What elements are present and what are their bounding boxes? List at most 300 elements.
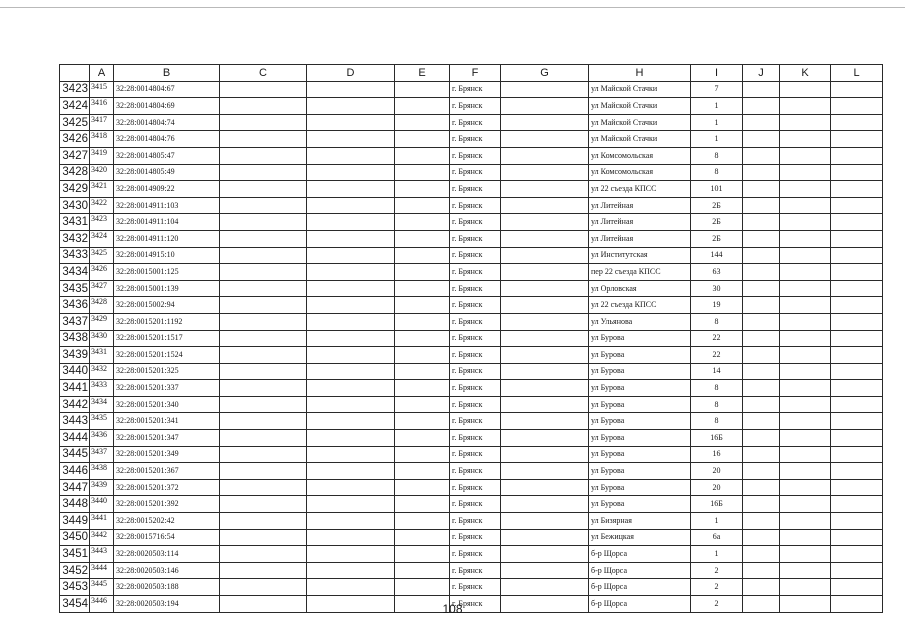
cell-k (780, 446, 831, 463)
cell-g (501, 164, 589, 181)
cell-i: 16Б (691, 496, 743, 513)
cell-a: 3444 (90, 562, 114, 579)
cell-e (395, 513, 450, 530)
table-row (60, 280, 883, 297)
cell-h: ул Бурова (589, 347, 691, 364)
cell-b: 32:28:0015201:341 (114, 413, 220, 430)
cell-e (395, 463, 450, 480)
cell-f: г. Брянск (450, 347, 501, 364)
cell-a: 3424 (90, 230, 114, 247)
cell-h: ул Орловская (589, 280, 691, 297)
cell-j (743, 513, 780, 530)
cell-e (395, 280, 450, 297)
row-number-cell: 3441 (60, 380, 90, 397)
cell-i: 2 (691, 579, 743, 596)
cell-f: г. Брянск (450, 147, 501, 164)
cell-l (831, 413, 883, 430)
row-number-cell: 3442 (60, 396, 90, 413)
cell-j (743, 197, 780, 214)
table-row (60, 463, 883, 480)
cell-f: г. Брянск (450, 114, 501, 131)
cell-k (780, 396, 831, 413)
cell-e (395, 264, 450, 281)
cell-k (780, 181, 831, 198)
cell-d (307, 297, 395, 314)
cell-d (307, 496, 395, 513)
cell-d (307, 131, 395, 148)
cell-c (220, 529, 307, 546)
cell-g (501, 546, 589, 563)
cell-k (780, 264, 831, 281)
cell-a: 3443 (90, 546, 114, 563)
cell-j (743, 264, 780, 281)
cell-d (307, 164, 395, 181)
cell-j (743, 579, 780, 596)
cell-b: 32:28:0014911:103 (114, 197, 220, 214)
table-row (60, 131, 883, 148)
cell-d (307, 463, 395, 480)
cell-f: г. Брянск (450, 230, 501, 247)
cell-d (307, 380, 395, 397)
cell-h: ул Майской Стачки (589, 81, 691, 98)
table-row (60, 197, 883, 214)
cell-h: ул Бурова (589, 446, 691, 463)
cell-d (307, 197, 395, 214)
cell-b: 32:28:0015201:1192 (114, 313, 220, 330)
column-header-l: L (831, 65, 883, 82)
cell-k (780, 529, 831, 546)
cell-i: 2Б (691, 197, 743, 214)
cell-k (780, 579, 831, 596)
cell-d (307, 264, 395, 281)
column-header-d: D (307, 65, 395, 82)
cell-k (780, 230, 831, 247)
cell-j (743, 247, 780, 264)
cell-b: 32:28:0015201:337 (114, 380, 220, 397)
cell-i: 101 (691, 181, 743, 198)
cell-g (501, 197, 589, 214)
cell-k (780, 197, 831, 214)
cell-e (395, 230, 450, 247)
cell-j (743, 430, 780, 447)
cell-f: г. Брянск (450, 596, 501, 613)
cell-j (743, 330, 780, 347)
cell-d (307, 247, 395, 264)
table-body (60, 81, 883, 612)
table-row (60, 513, 883, 530)
cell-i: 1 (691, 114, 743, 131)
cell-h: пер 22 съезда КПСС (589, 264, 691, 281)
cell-d (307, 579, 395, 596)
cell-g (501, 529, 589, 546)
cell-g (501, 131, 589, 148)
cell-g (501, 247, 589, 264)
cell-f: г. Брянск (450, 496, 501, 513)
cell-k (780, 380, 831, 397)
cell-g (501, 579, 589, 596)
cell-e (395, 147, 450, 164)
cell-c (220, 463, 307, 480)
cell-c (220, 98, 307, 115)
cell-f: г. Брянск (450, 98, 501, 115)
cell-g (501, 562, 589, 579)
page-number: 108 (442, 602, 463, 616)
cell-d (307, 396, 395, 413)
cell-d (307, 413, 395, 430)
cell-e (395, 214, 450, 231)
cell-f: г. Брянск (450, 164, 501, 181)
top-rule (0, 7, 905, 8)
column-header-e: E (395, 65, 450, 82)
cell-a: 3438 (90, 463, 114, 480)
cell-k (780, 479, 831, 496)
cell-d (307, 98, 395, 115)
column-header-i: I (691, 65, 743, 82)
cell-a: 3422 (90, 197, 114, 214)
cell-d (307, 114, 395, 131)
cell-e (395, 330, 450, 347)
cell-c (220, 396, 307, 413)
row-number-cell: 3433 (60, 247, 90, 264)
cell-l (831, 214, 883, 231)
cell-j (743, 181, 780, 198)
cell-l (831, 297, 883, 314)
cell-b: 32:28:0015202:42 (114, 513, 220, 530)
cell-g (501, 330, 589, 347)
column-header-row (60, 65, 883, 82)
cell-e (395, 181, 450, 198)
cell-i: 8 (691, 396, 743, 413)
cell-h: ул Майской Стачки (589, 98, 691, 115)
cell-i: 8 (691, 380, 743, 397)
cell-h: ул Майской Стачки (589, 131, 691, 148)
cell-d (307, 513, 395, 530)
cell-k (780, 430, 831, 447)
cell-l (831, 396, 883, 413)
cell-i: 8 (691, 313, 743, 330)
cell-j (743, 446, 780, 463)
cell-j (743, 81, 780, 98)
cell-e (395, 363, 450, 380)
cell-a: 3418 (90, 131, 114, 148)
column-header-b: B (114, 65, 220, 82)
cell-l (831, 81, 883, 98)
cell-i: 30 (691, 280, 743, 297)
row-number-cell: 3453 (60, 579, 90, 596)
cell-c (220, 579, 307, 596)
cell-f: г. Брянск (450, 313, 501, 330)
cell-c (220, 479, 307, 496)
cell-e (395, 164, 450, 181)
cell-j (743, 347, 780, 364)
cell-l (831, 579, 883, 596)
cell-l (831, 430, 883, 447)
cell-a: 3435 (90, 413, 114, 430)
cell-k (780, 164, 831, 181)
table-row (60, 413, 883, 430)
cell-e (395, 380, 450, 397)
row-number-cell: 3426 (60, 131, 90, 148)
cell-j (743, 496, 780, 513)
cell-e (395, 396, 450, 413)
cell-j (743, 98, 780, 115)
cell-c (220, 363, 307, 380)
cell-b: 32:28:0014915:10 (114, 247, 220, 264)
cell-j (743, 280, 780, 297)
row-number-cell: 3428 (60, 164, 90, 181)
cell-l (831, 181, 883, 198)
cell-c (220, 347, 307, 364)
cell-b: 32:28:0014805:47 (114, 147, 220, 164)
cell-l (831, 131, 883, 148)
cell-k (780, 496, 831, 513)
row-number-cell: 3450 (60, 529, 90, 546)
cell-f: г. Брянск (450, 396, 501, 413)
cell-d (307, 363, 395, 380)
cell-i: 16 (691, 446, 743, 463)
cell-i: 63 (691, 264, 743, 281)
cell-e (395, 197, 450, 214)
cell-h: ул Бурова (589, 463, 691, 480)
cell-h: ул Бурова (589, 413, 691, 430)
row-number-cell: 3439 (60, 347, 90, 364)
row-number-cell: 3429 (60, 181, 90, 198)
table-row (60, 430, 883, 447)
cell-j (743, 164, 780, 181)
cell-c (220, 247, 307, 264)
cell-i: 2Б (691, 214, 743, 231)
cell-b: 32:28:0015716:54 (114, 529, 220, 546)
table-row (60, 496, 883, 513)
row-number-cell: 3434 (60, 264, 90, 281)
cell-j (743, 562, 780, 579)
cell-b: 32:28:0014804:74 (114, 114, 220, 131)
cell-a: 3417 (90, 114, 114, 131)
cell-g (501, 463, 589, 480)
cell-h: ул Комсомольская (589, 147, 691, 164)
table-row (60, 330, 883, 347)
cell-f: г. Брянск (450, 562, 501, 579)
cell-i: 8 (691, 164, 743, 181)
cell-f: г. Брянск (450, 380, 501, 397)
cell-a: 3419 (90, 147, 114, 164)
cell-g (501, 363, 589, 380)
table-row (60, 380, 883, 397)
cell-e (395, 247, 450, 264)
cell-h: ул Литейная (589, 230, 691, 247)
cell-h: ул Бурова (589, 330, 691, 347)
table-row (60, 181, 883, 198)
row-number-cell: 3448 (60, 496, 90, 513)
row-number-cell: 3435 (60, 280, 90, 297)
cell-i: 22 (691, 330, 743, 347)
row-number-cell: 3454 (60, 596, 90, 613)
cell-d (307, 181, 395, 198)
cell-l (831, 479, 883, 496)
cell-c (220, 430, 307, 447)
cell-j (743, 131, 780, 148)
cell-e (395, 114, 450, 131)
cell-c (220, 297, 307, 314)
column-header-a: A (90, 65, 114, 82)
cell-k (780, 214, 831, 231)
cell-d (307, 147, 395, 164)
cell-i: 1 (691, 131, 743, 148)
cell-h: ул Бурова (589, 380, 691, 397)
cell-a: 3445 (90, 579, 114, 596)
cell-g (501, 181, 589, 198)
cell-h: ул Бурова (589, 479, 691, 496)
cell-a: 3416 (90, 98, 114, 115)
cell-b: 32:28:0014804:76 (114, 131, 220, 148)
cell-l (831, 463, 883, 480)
cell-a: 3415 (90, 81, 114, 98)
row-number-cell: 3427 (60, 147, 90, 164)
cell-l (831, 313, 883, 330)
cell-c (220, 546, 307, 563)
cell-j (743, 230, 780, 247)
cell-j (743, 313, 780, 330)
cell-a: 3430 (90, 330, 114, 347)
cell-k (780, 247, 831, 264)
cell-g (501, 430, 589, 447)
cell-a: 3429 (90, 313, 114, 330)
row-number-cell: 3449 (60, 513, 90, 530)
cell-j (743, 413, 780, 430)
cell-i: 1 (691, 513, 743, 530)
cell-l (831, 529, 883, 546)
cell-i: 144 (691, 247, 743, 264)
cell-a: 3436 (90, 430, 114, 447)
cell-e (395, 347, 450, 364)
cell-b: 32:28:0014804:67 (114, 81, 220, 98)
cell-f: г. Брянск (450, 280, 501, 297)
table-row (60, 81, 883, 98)
cell-l (831, 380, 883, 397)
cell-h: ул Институтская (589, 247, 691, 264)
cell-j (743, 147, 780, 164)
cell-i: 8 (691, 147, 743, 164)
cell-h: б-р Щорса (589, 596, 691, 613)
row-number-cell: 3443 (60, 413, 90, 430)
cell-g (501, 230, 589, 247)
cell-e (395, 313, 450, 330)
cell-i: 19 (691, 297, 743, 314)
cell-a: 3434 (90, 396, 114, 413)
cell-f: г. Брянск (450, 81, 501, 98)
cell-k (780, 562, 831, 579)
cell-k (780, 147, 831, 164)
cell-a: 3439 (90, 479, 114, 496)
cell-c (220, 446, 307, 463)
cell-b: 32:28:0015201:367 (114, 463, 220, 480)
row-number-cell: 3423 (60, 81, 90, 98)
cell-k (780, 513, 831, 530)
cell-i: 6а (691, 529, 743, 546)
cell-b: 32:28:0015201:392 (114, 496, 220, 513)
cell-f: г. Брянск (450, 463, 501, 480)
table-row (60, 147, 883, 164)
cell-a: 3421 (90, 181, 114, 198)
cell-g (501, 396, 589, 413)
cell-b: 32:28:0015201:372 (114, 479, 220, 496)
cell-g (501, 446, 589, 463)
cell-d (307, 280, 395, 297)
cell-b: 32:28:0014805:49 (114, 164, 220, 181)
cell-e (395, 479, 450, 496)
cell-i: 8 (691, 413, 743, 430)
cell-l (831, 247, 883, 264)
table-row (60, 562, 883, 579)
table-row (60, 347, 883, 364)
cell-i: 2 (691, 596, 743, 613)
cell-h: ул Литейная (589, 197, 691, 214)
cell-d (307, 479, 395, 496)
cell-l (831, 147, 883, 164)
cell-c (220, 313, 307, 330)
cell-a: 3442 (90, 529, 114, 546)
cell-g (501, 479, 589, 496)
cell-l (831, 513, 883, 530)
cell-d (307, 230, 395, 247)
table-row (60, 297, 883, 314)
cell-i: 22 (691, 347, 743, 364)
cell-b: 32:28:0020503:188 (114, 579, 220, 596)
table-row (60, 164, 883, 181)
cell-f: г. Брянск (450, 264, 501, 281)
cell-a: 3425 (90, 247, 114, 264)
cell-e (395, 81, 450, 98)
cell-c (220, 330, 307, 347)
cell-c (220, 197, 307, 214)
cell-k (780, 363, 831, 380)
table-row (60, 479, 883, 496)
cell-h: ул Бурова (589, 396, 691, 413)
cell-l (831, 264, 883, 281)
cell-c (220, 496, 307, 513)
cell-a: 3437 (90, 446, 114, 463)
cell-c (220, 230, 307, 247)
cell-l (831, 562, 883, 579)
cell-h: ул Бурова (589, 496, 691, 513)
cell-d (307, 313, 395, 330)
column-header-k: K (780, 65, 831, 82)
cell-i: 14 (691, 363, 743, 380)
cell-h: ул Бежицкая (589, 529, 691, 546)
table-row (60, 363, 883, 380)
column-header-f: F (450, 65, 501, 82)
cell-k (780, 280, 831, 297)
cell-j (743, 546, 780, 563)
cell-d (307, 81, 395, 98)
cell-b: 32:28:0015201:349 (114, 446, 220, 463)
cell-b: 32:28:0015201:340 (114, 396, 220, 413)
cell-a: 3440 (90, 496, 114, 513)
cell-b: 32:28:0015002:94 (114, 297, 220, 314)
cell-f: г. Брянск (450, 546, 501, 563)
row-number-cell: 3445 (60, 446, 90, 463)
cell-l (831, 98, 883, 115)
cell-k (780, 463, 831, 480)
cell-b: 32:28:0020503:114 (114, 546, 220, 563)
cell-c (220, 164, 307, 181)
row-number-cell: 3431 (60, 214, 90, 231)
cell-l (831, 347, 883, 364)
cell-e (395, 579, 450, 596)
cell-g (501, 214, 589, 231)
table-row (60, 264, 883, 281)
cell-e (395, 297, 450, 314)
